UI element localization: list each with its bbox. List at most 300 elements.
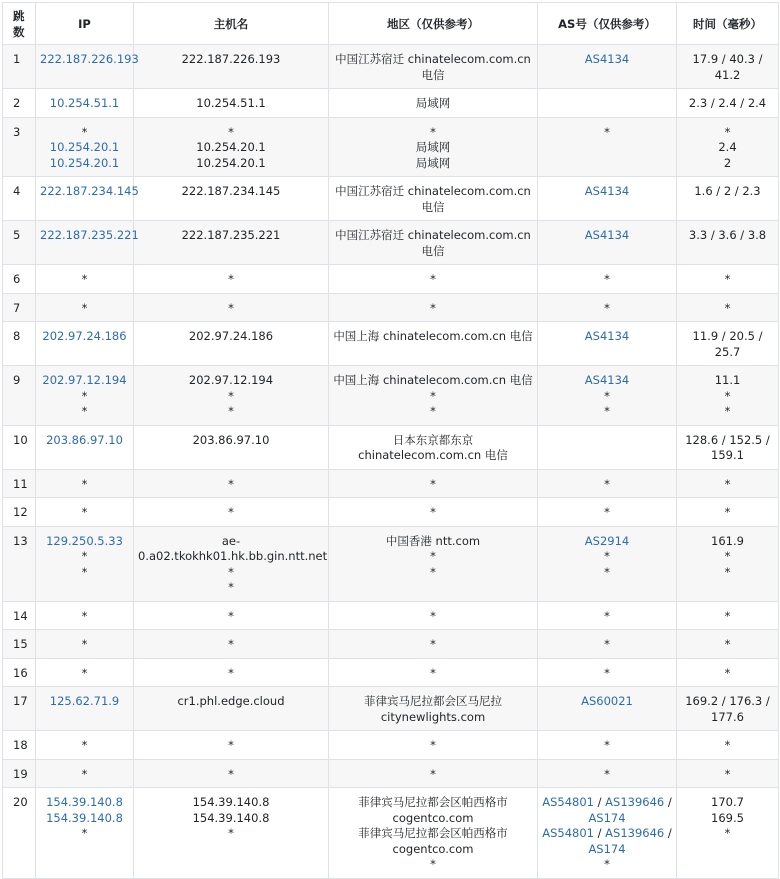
ip-text: * [81, 476, 88, 491]
region-text: * [430, 272, 436, 286]
ip-cell [36, 687, 134, 731]
ip-text: * [81, 272, 88, 286]
hostname-text: 222.187.235.221 [181, 228, 281, 242]
as-cell [538, 687, 677, 731]
ip-cell [36, 658, 134, 687]
as-link[interactable]: AS139646 [605, 795, 665, 809]
ip-cell [36, 293, 134, 322]
ip-text: * [81, 826, 88, 840]
hostname-cell [134, 265, 329, 294]
as-line [542, 565, 672, 581]
time-text: 2 [723, 155, 732, 170]
region-text: 中国江苏宿迁 chinatelecom.com.cn 电信 [335, 184, 531, 214]
time-text: * [724, 766, 731, 781]
as-link[interactable]: AS60021 [581, 694, 633, 708]
as-line [542, 666, 672, 682]
region-cell [329, 265, 538, 294]
ip-link[interactable]: 10.254.51.1 [49, 96, 120, 110]
as-text: * [604, 637, 610, 651]
hostname-cell [134, 687, 329, 731]
hop-cell: 3 [3, 117, 36, 177]
hostname-cell [134, 293, 329, 322]
time-text: 161.9 [711, 533, 744, 548]
region-cell [329, 687, 538, 731]
ip-link[interactable]: 202.97.12.194 [42, 373, 127, 387]
time-text: * [724, 826, 731, 840]
region-cell [329, 630, 538, 659]
as-link[interactable]: AS174 [588, 810, 626, 825]
hostname-cell [134, 177, 329, 221]
region-text: 中国江苏宿迁 chinatelecom.com.cn 电信 [335, 228, 531, 258]
hostname-text: * [228, 637, 234, 651]
as-text: * [604, 124, 610, 139]
region-cell [329, 658, 538, 687]
as-line [542, 272, 672, 288]
ip-cell [36, 759, 134, 788]
as-line [542, 826, 672, 857]
hop-cell: 10 [3, 425, 36, 469]
hostname-cell [134, 630, 329, 659]
table-row [3, 425, 779, 469]
hostname-text: 10.254.20.1 [196, 155, 266, 170]
as-text: * [604, 272, 610, 286]
as-text: * [604, 549, 610, 563]
as-link[interactable]: AS4134 [584, 52, 630, 66]
region-text: 中国江苏宿迁 chinatelecom.com.cn 电信 [335, 52, 531, 82]
region-text: 中国香港 ntt.com [385, 533, 481, 548]
table-row [3, 630, 779, 659]
time-text: * [724, 124, 731, 139]
table-row [3, 788, 779, 879]
ip-cell [36, 177, 139, 221]
time-cell [677, 788, 779, 879]
as-link[interactable]: AS139646 [605, 826, 665, 840]
as-line [542, 694, 672, 710]
region-cell [329, 89, 538, 118]
as-cell [538, 526, 677, 601]
time-cell [677, 601, 779, 630]
ip-text: * [81, 549, 88, 563]
ip-cell [36, 630, 134, 659]
hostname-text: * [228, 505, 234, 519]
time-cell [677, 498, 779, 527]
table-row [3, 366, 779, 426]
hop-cell: 14 [3, 601, 36, 630]
hostname-cell [134, 601, 329, 630]
hop-cell: 7 [3, 293, 36, 322]
hostname-cell [134, 788, 329, 879]
hostname-cell [134, 89, 329, 118]
as-cell [538, 469, 677, 498]
table-row [3, 221, 779, 265]
hostname-text: * [228, 388, 234, 403]
ip-text: * [81, 124, 88, 139]
ip-cell [36, 526, 134, 601]
hostname-cell [134, 658, 329, 687]
region-text: * [430, 608, 436, 623]
hostname-text: 10.254.20.1 [196, 140, 266, 154]
region-cell [329, 759, 538, 788]
as-link[interactable]: AS54801 [542, 795, 594, 809]
hostname-text: * [228, 404, 234, 418]
ip-link[interactable]: 125.62.71.9 [49, 694, 120, 708]
as-text: * [604, 766, 610, 781]
table-row [3, 759, 779, 788]
ip-link[interactable]: 222.187.235.221 [40, 228, 139, 242]
hop-cell: 18 [3, 731, 36, 760]
table-row [3, 526, 779, 601]
hostname-cell [134, 425, 329, 469]
as-cell [538, 45, 677, 89]
hop-cell: 17 [3, 687, 36, 731]
hostname-text: 222.187.226.193 [181, 52, 281, 66]
region-cell [329, 731, 538, 760]
as-cell [538, 759, 677, 788]
region-text: 中国上海 chinatelecom.com.cn 电信 [333, 373, 533, 387]
as-line [542, 477, 672, 493]
time-text: 17.9 / 40.3 / 41.2 [692, 52, 763, 82]
region-text: * [430, 388, 436, 403]
region-cell [329, 177, 538, 221]
time-cell [677, 89, 779, 118]
time-cell [677, 687, 779, 731]
as-cell [538, 601, 677, 630]
ip-text: * [81, 404, 88, 418]
table-row [3, 265, 779, 294]
time-text: * [724, 549, 731, 563]
as-text: * [604, 564, 610, 579]
hostname-text: * [228, 272, 234, 286]
hostname-text: * [228, 580, 234, 594]
header-hostname: 主机名 [134, 3, 329, 45]
time-cell [677, 526, 779, 601]
header-region: 地区（仅供参考） [329, 3, 538, 45]
time-text: 170.7 [711, 795, 744, 809]
ip-link[interactable]: 10.254.20.1 [49, 155, 120, 170]
time-text: * [724, 564, 731, 579]
ip-cell [36, 498, 134, 527]
hostname-cell [134, 498, 329, 527]
time-text: * [724, 272, 731, 286]
ip-cell [36, 731, 134, 760]
hostname-text: * [228, 766, 234, 781]
time-cell [677, 293, 779, 322]
time-text: * [724, 505, 731, 519]
ip-cell [36, 366, 134, 426]
hostname-text: * [228, 564, 234, 579]
ip-link[interactable]: 203.86.97.10 [46, 432, 123, 447]
as-line [542, 738, 672, 754]
region-cell [329, 221, 538, 265]
time-text: 2.3 / 2.4 / 2.4 [688, 96, 767, 110]
time-text: * [724, 476, 731, 491]
time-cell [677, 265, 779, 294]
as-line [542, 125, 672, 141]
hop-cell: 6 [3, 265, 36, 294]
as-separator: / [664, 795, 672, 809]
hop-cell: 9 [3, 366, 36, 426]
as-cell [538, 221, 677, 265]
time-text: 1.6 / 2 / 2.3 [694, 184, 761, 198]
as-cell [538, 425, 677, 469]
ip-link[interactable]: 202.97.24.186 [42, 329, 127, 343]
table-row [3, 177, 779, 221]
time-text: * [724, 665, 731, 680]
hostname-cell [134, 731, 329, 760]
as-line [542, 329, 672, 345]
table-body [3, 45, 779, 879]
time-cell [677, 759, 779, 788]
time-text: * [724, 300, 731, 315]
ip-cell [36, 265, 134, 294]
region-text: 局域网 [415, 96, 451, 110]
table-row [3, 45, 779, 89]
time-cell [677, 425, 779, 469]
hostname-text: 222.187.234.145 [181, 184, 281, 198]
hop-cell: 1 [3, 45, 36, 89]
ip-link[interactable]: 154.39.140.8 [46, 810, 123, 825]
hostname-text: 154.39.140.8 [192, 810, 270, 825]
as-text: * [604, 857, 610, 871]
hop-cell: 20 [3, 788, 36, 879]
ip-text: * [81, 564, 88, 579]
time-cell [677, 366, 779, 426]
as-line [542, 795, 672, 826]
hostname-cell [134, 526, 329, 601]
as-text: * [604, 665, 610, 680]
time-text: * [724, 637, 731, 651]
as-cell [538, 265, 677, 294]
hostname-cell [134, 366, 329, 426]
ip-text: * [81, 665, 88, 680]
region-cell [329, 425, 538, 469]
ip-cell [36, 117, 134, 177]
hostname-cell [134, 322, 329, 366]
region-text: * [430, 300, 436, 315]
as-link[interactable]: AS4134 [584, 228, 630, 242]
region-text: 菲律宾马尼拉都会区马尼拉 citynewlights.com [364, 694, 502, 724]
as-text: * [604, 505, 610, 519]
as-line [542, 609, 672, 625]
ip-text: * [81, 388, 88, 403]
ip-text: * [81, 608, 88, 623]
hop-cell: 16 [3, 658, 36, 687]
region-cell [329, 526, 538, 601]
time-cell [677, 630, 779, 659]
region-text: * [430, 857, 436, 871]
as-separator: / [664, 826, 672, 840]
region-text: * [430, 564, 436, 579]
as-link[interactable]: AS4134 [584, 329, 630, 343]
hop-cell: 15 [3, 630, 36, 659]
ip-text: * [81, 766, 88, 781]
time-text: 169.5 [711, 810, 744, 825]
region-text: 日本东京都东京 chinatelecom.com.cn 电信 [358, 432, 508, 462]
time-cell [677, 117, 779, 177]
region-cell [329, 498, 538, 527]
ip-cell [36, 322, 134, 366]
time-cell [677, 469, 779, 498]
hostname-text: * [228, 300, 234, 315]
region-text: * [430, 124, 436, 139]
as-cell [538, 322, 677, 366]
as-text: * [604, 404, 610, 418]
as-cell [538, 731, 677, 760]
as-line [542, 534, 672, 550]
ip-cell [36, 469, 134, 498]
as-line [542, 389, 672, 405]
hostname-text: 10.254.51.1 [196, 96, 266, 110]
as-cell [538, 630, 677, 659]
time-text: 3.3 / 3.6 / 3.8 [688, 228, 767, 242]
time-cell [677, 177, 779, 221]
as-text: * [604, 300, 610, 315]
ip-link[interactable]: 222.187.226.193 [40, 52, 139, 66]
hostname-text: * [228, 124, 234, 139]
table-row [3, 601, 779, 630]
table-row [3, 498, 779, 527]
table-header-row [3, 3, 779, 45]
hostname-cell [134, 117, 329, 177]
region-text: * [430, 549, 436, 563]
as-cell [538, 293, 677, 322]
ip-text: * [81, 738, 88, 752]
table-row [3, 89, 779, 118]
region-cell [329, 293, 538, 322]
as-line [542, 404, 672, 420]
region-text: * [430, 476, 436, 491]
hop-cell: 12 [3, 498, 36, 527]
hostname-cell [134, 45, 329, 89]
time-cell [677, 658, 779, 687]
region-cell [329, 45, 538, 89]
time-text: * [724, 738, 731, 752]
hop-cell: 13 [3, 526, 36, 601]
time-text: 11.9 / 20.5 / 25.7 [692, 329, 763, 359]
hostname-text: * [228, 608, 234, 623]
ip-text: * [81, 300, 88, 315]
ip-cell [36, 788, 134, 879]
region-cell [329, 117, 538, 177]
hostname-text: cr1.phl.edge.cloud [177, 694, 285, 708]
hostname-text: * [228, 665, 234, 680]
region-text: * [430, 738, 436, 752]
as-cell [538, 658, 677, 687]
region-text: * [430, 505, 436, 519]
as-cell [538, 366, 677, 426]
hop-cell: 4 [3, 177, 36, 221]
ip-link[interactable]: 129.250.5.33 [46, 533, 123, 548]
region-cell [329, 366, 538, 426]
ip-cell [36, 45, 139, 89]
table-row [3, 687, 779, 731]
as-line [542, 505, 672, 521]
ip-link[interactable]: 10.254.20.1 [49, 140, 120, 154]
header-as: AS号（仅供参考） [538, 3, 677, 45]
as-line [542, 184, 672, 200]
time-text: 11.1 [714, 373, 741, 387]
header-time: 时间（毫秒） [677, 3, 779, 45]
ip-cell [36, 221, 139, 265]
ip-cell [36, 89, 134, 118]
ip-cell [36, 425, 134, 469]
ip-link[interactable]: 222.187.234.145 [40, 184, 139, 198]
hostname-text: 203.86.97.10 [192, 432, 270, 447]
hop-cell: 2 [3, 89, 36, 118]
as-line [542, 373, 672, 389]
hop-cell: 11 [3, 469, 36, 498]
table-row [3, 658, 779, 687]
time-text: * [724, 404, 731, 418]
table-row [3, 731, 779, 760]
as-link[interactable]: AS4134 [584, 373, 630, 387]
as-line [542, 767, 672, 783]
hop-cell: 8 [3, 322, 36, 366]
region-text: 局域网 [415, 155, 451, 170]
time-text: * [724, 608, 731, 623]
ip-link[interactable]: 154.39.140.8 [46, 795, 123, 809]
as-separator: / [593, 795, 606, 809]
time-text: 169.2 / 176.3 / 177.6 [685, 694, 770, 724]
as-link[interactable]: AS174 [588, 841, 626, 856]
header-hop: 跳数 [3, 3, 36, 45]
region-text: 菲律宾马尼拉都会区帕西格市 cogentco.com [358, 795, 508, 825]
table-row [3, 293, 779, 322]
hostname-text: 154.39.140.8 [192, 795, 270, 809]
as-cell [538, 788, 677, 879]
time-cell [677, 731, 779, 760]
hostname-cell [134, 221, 329, 265]
as-line [542, 549, 672, 565]
as-line [542, 637, 672, 653]
ip-text: * [81, 505, 88, 519]
as-cell [538, 117, 677, 177]
hostname-text: * [228, 826, 234, 840]
as-cell [538, 177, 677, 221]
as-line [542, 301, 672, 317]
time-text: * [724, 388, 731, 403]
region-text: * [430, 637, 436, 651]
region-cell [329, 788, 538, 879]
as-line [542, 228, 672, 244]
as-link[interactable]: AS54801 [542, 826, 594, 840]
time-text: 2.4 [718, 140, 737, 154]
as-cell [538, 89, 677, 118]
region-text: * [430, 665, 436, 680]
table-row [3, 117, 779, 177]
region-text: * [430, 404, 436, 418]
table-row [3, 469, 779, 498]
hostname-cell [134, 759, 329, 788]
hostname-cell [134, 469, 329, 498]
region-text: 菲律宾马尼拉都会区帕西格市 cogentco.com [358, 826, 508, 856]
region-cell [329, 322, 538, 366]
header-ip: IP [36, 3, 134, 45]
hostname-text: 202.97.24.186 [188, 329, 274, 343]
region-cell [329, 469, 538, 498]
as-text: * [604, 608, 610, 623]
as-cell [538, 498, 677, 527]
time-cell [677, 45, 779, 89]
as-text: * [604, 476, 610, 491]
as-link[interactable]: AS2914 [584, 533, 630, 548]
as-link[interactable]: AS4134 [584, 184, 630, 198]
traceroute-table [2, 2, 779, 879]
time-cell [677, 221, 779, 265]
ip-text: * [81, 637, 88, 651]
hop-cell: 19 [3, 759, 36, 788]
as-text: * [604, 388, 610, 403]
